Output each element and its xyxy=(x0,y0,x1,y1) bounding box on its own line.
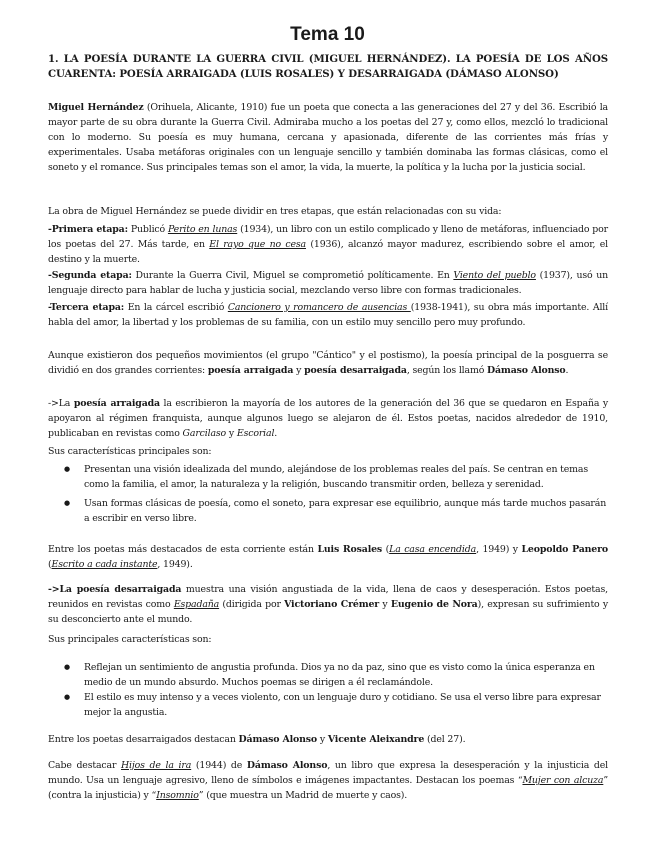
work-title: Cancionero y romancero de ausencias xyxy=(227,302,411,313)
work-title: Viento del pueblo xyxy=(453,270,536,281)
work-title: El rayo que no cesa xyxy=(209,239,306,250)
list-item: ● Usan formas clásicas de poesía, como el soneto, para expresar ese equilibrio, aunque más tarde muchos pasarán a escribir en verso libre. xyxy=(60,496,608,526)
paragraph-caracteristicas-1: Sus características principales son: xyxy=(48,446,212,457)
list-item: ● El estilo es muy intenso y a veces violento, con un lenguaje duro y cotidiano. Se usa el verso libre para expresar mejor la angustia. xyxy=(60,690,608,720)
work-title: La casa encendida xyxy=(389,544,477,555)
paragraph-hijos-de-la-ira: Cabe destacar Hijos de la ira (1944) de Dámaso Alonso, un libro que expresa la desesperación y la injusticia del mundo. Usa un lenguaje agresivo, lleno de símbolos e imágenes impactantes. Destacan los poemas “Mujer con alcuza” (contra la injusticia) y “Insomnio” (que muestra un Madrid de muerte y caos). xyxy=(48,760,609,801)
list-item: ● Reflejan un sentimiento de angustia profunda. Dios ya no da paz, sino que es visto como la única esperanza en medio de un mundo absurdo. Muchos poemas se dirigen a él reclamándole. xyxy=(60,660,608,690)
work-title: Espadaña xyxy=(173,599,220,610)
paragraph-tercera-etapa: -Tercera etapa: En la cárcel escribió Cancionero y romancero de ausencias (1938-1941), su obra más importante. Allí habla del amor, la libertad y los problemas de su familia, con un estilo muy sencillo pero muy profundo. xyxy=(48,302,608,328)
paragraph-segunda-etapa: -Segunda etapa: Durante la Guerra Civil, Miguel se comprometió políticamente. En Viento del pueblo (1937), usó un lenguaje directo para hablar de lucha y justicia social, mezclando verso libre con formas tradicionales. xyxy=(48,270,608,296)
work-title: Mujer con alcuza xyxy=(522,775,604,786)
paragraph-poetas-desarraigados: Entre los poetas desarraigados destacan Dámaso Alonso y Vicente Aleixandre (del 27). xyxy=(48,734,466,745)
list-item: ● Presentan una visión idealizada del mundo, alejándose de los problemas reales del país. Se centran en temas como la familia, el amor, la naturaleza y la religión, buscando transmitir orden, belleza y serenidad. xyxy=(60,462,608,492)
paragraph-poetas-arraigados: Entre los poetas más destacados de esta corriente están Luis Rosales (La casa encendida, 1949) y Leopoldo Panero (Escrito a cada instante, 1949). xyxy=(48,544,609,570)
paragraph-miguel-hernandez: Miguel Hernández (Orihuela, Alicante, 1910) fue un poeta que conecta a las generaciones del 27 y del 36. Escribió la mayor parte de su obra durante la Guerra Civil. Admiraba mucho a los poetas del 27 y, como ellos, mezcló lo tradicional con lo moderno. Su poesía es muy humana, cercana y apasionada, diferente de las corrientes más frías y experimentales. Usaba metáforas originales con un lenguaje sencillo y también dominaba las formas clásicas, como el soneto y el romance. Sus principales temas son el amor, la vida, la muerte, la política y la lucha por la justicia social. xyxy=(48,102,608,173)
characteristics-list-desarraigada xyxy=(60,660,608,720)
section-heading: 1. LA POESÍA DURANTE LA GUERRA CIVIL (MIGUEL HERNÁNDEZ). LA POESÍA DE LOS AÑOS CUARENTA: POESÍA ARRAIGADA (LUIS ROSALES) Y DESARRAIGADA (DÁMASO ALONSO) xyxy=(48,53,608,80)
work-title: Perito en lunas xyxy=(167,224,238,235)
author-name: Miguel Hernández xyxy=(48,102,144,113)
work-title: Insomnio xyxy=(156,790,199,801)
work-title: Hijos de la ira xyxy=(121,760,192,771)
page-title: Tema 10 xyxy=(290,24,365,45)
paragraph-poesia-arraigada: ->La poesía arraigada la escribieron la mayoría de los autores de la generación del 36 que se quedaron en España y apoyaron al régimen franquista, aunque algunos luego se alejaron de él. Estos poetas, nacidos alrededor de 1910, publicaban en revistas como Garcilaso y Escorial. xyxy=(48,398,608,439)
paragraph-poesia-desarraigada: ->La poesía desarraigada muestra una visión angustiada de la vida, llena de caos y desesperación. Estos poetas, reunidos en revistas como Espadaña (dirigida por Victoriano Crémer y Eugenio de Nora), expresan su sufrimiento y su desconcierto ante el mundo. xyxy=(48,584,609,625)
paragraph-posguerra: Aunque existieron dos pequeños movimientos (el grupo "Cántico" y el postismo), la poesía principal de la posguerra se dividió en dos grandes corrientes: poesía arraigada y poesía desarraigada, según los llamó Dámaso Alonso. xyxy=(48,350,608,376)
paragraph-etapas-intro: La obra de Miguel Hernández se puede dividir en tres etapas, que están relacionadas con su vida: xyxy=(48,206,502,217)
paragraph-caracteristicas-2: Sus principales características son: xyxy=(48,634,212,645)
paragraph-primera-etapa: -Primera etapa: Publicó Perito en lunas (1934), un libro con un estilo complicado y lleno de metáforas, influenciado por los poetas del 27. Más tarde, en El rayo que no cesa (1936), alcanzó mayor madurez, escribiendo sobre el amor, el destino y la muerte. xyxy=(48,224,608,265)
characteristics-list-arraigada xyxy=(60,462,608,526)
work-title: Escrito a cada instante xyxy=(51,559,158,570)
